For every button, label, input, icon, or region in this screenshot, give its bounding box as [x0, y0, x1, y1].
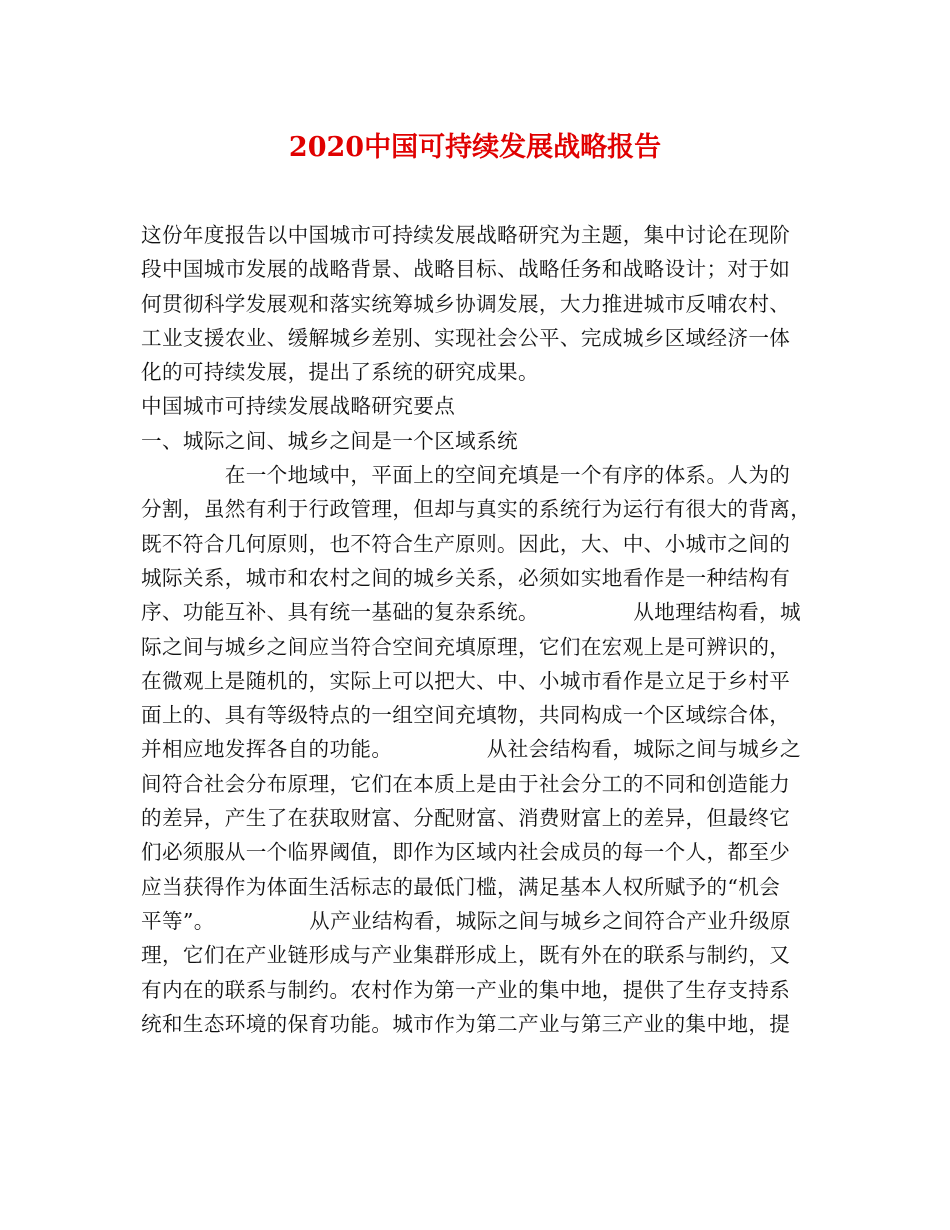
body-line: 在一个地域中，平面上的空间充填是一个有序的体系。人为的 [141, 463, 791, 488]
body-line: 理，它们在产业链形成与产业集群形成上，既有外在的联系与制约，又 [141, 943, 791, 968]
body-line: 有内在的联系与制约。农村作为第一产业的集中地，提供了生存支持系 [141, 977, 791, 1002]
body-line: 面上的、具有等级特点的一组空间充填物，共同构成一个区域综合体， [141, 703, 791, 728]
body-line: 化的可持续发展，提出了系统的研究成果。 [141, 360, 539, 385]
body-line: 城际关系，城市和农村之间的城乡关系，必须如实地看作是一种结构有 [141, 565, 791, 590]
section-heading: 中国城市可持续发展战略研究要点 [141, 394, 456, 419]
body-line: 在微观上是随机的，实际上可以把大、中、小城市看作是立足于乡村平 [141, 668, 791, 693]
body-line: 统和生态环境的保育功能。城市作为第二产业与第三产业的集中地，提 [141, 1011, 791, 1036]
section-subheading: 一、城际之间、城乡之间是一个区域系统 [141, 428, 518, 453]
body-line: 平等”。 从产业结构看，城际之间与城乡之间符合产业升级原 [141, 908, 791, 933]
body-line: 段中国城市发展的战略背景、战略目标、战略任务和战略设计；对于如 [141, 257, 791, 282]
body-line: 间符合社会分布原理，它们在本质上是由于社会分工的不同和创造能力 [141, 771, 791, 796]
body-line: 应当获得作为体面生活标志的最低门槛，满足基本人权所赋予的“机会 [141, 874, 781, 899]
body-line: 这份年度报告以中国城市可持续发展战略研究为主题，集中讨论在现阶 [141, 223, 791, 247]
body-line: 工业支援农业、缓解城乡差别、实现社会公平、完成城乡区域经济一体 [141, 325, 791, 350]
body-line: 并相应地发挥各自的功能。 从社会结构看，城际之间与城乡之 [141, 737, 801, 762]
body-line: 的差异，产生了在获取财富、分配财富、消费财富上的差异，但最终它 [141, 806, 791, 831]
body-line: 们必须服从一个临界阈值，即作为区域内社会成员的每一个人，都至少 [141, 840, 791, 865]
body-line: 何贯彻科学发展观和落实统筹城乡协调发展，大力推进城市反哺农村、 [141, 291, 791, 316]
document-title: 2020中国可持续发展战略报告 [288, 132, 662, 163]
body-line: 既不符合几何原则，也不符合生产原则。因此，大、中、小城市之间的 [141, 531, 791, 556]
body-line: 分割，虽然有利于行政管理，但却与真实的系统行为运行有很大的背离， [141, 497, 812, 522]
document-body [141, 218, 817, 1041]
body-line: 序、功能互补、具有统一基础的复杂系统。 从地理结构看，城 [141, 600, 801, 625]
body-line: 际之间与城乡之间应当符合空间充填原理，它们在宏观上是可辨识的， [141, 634, 791, 659]
